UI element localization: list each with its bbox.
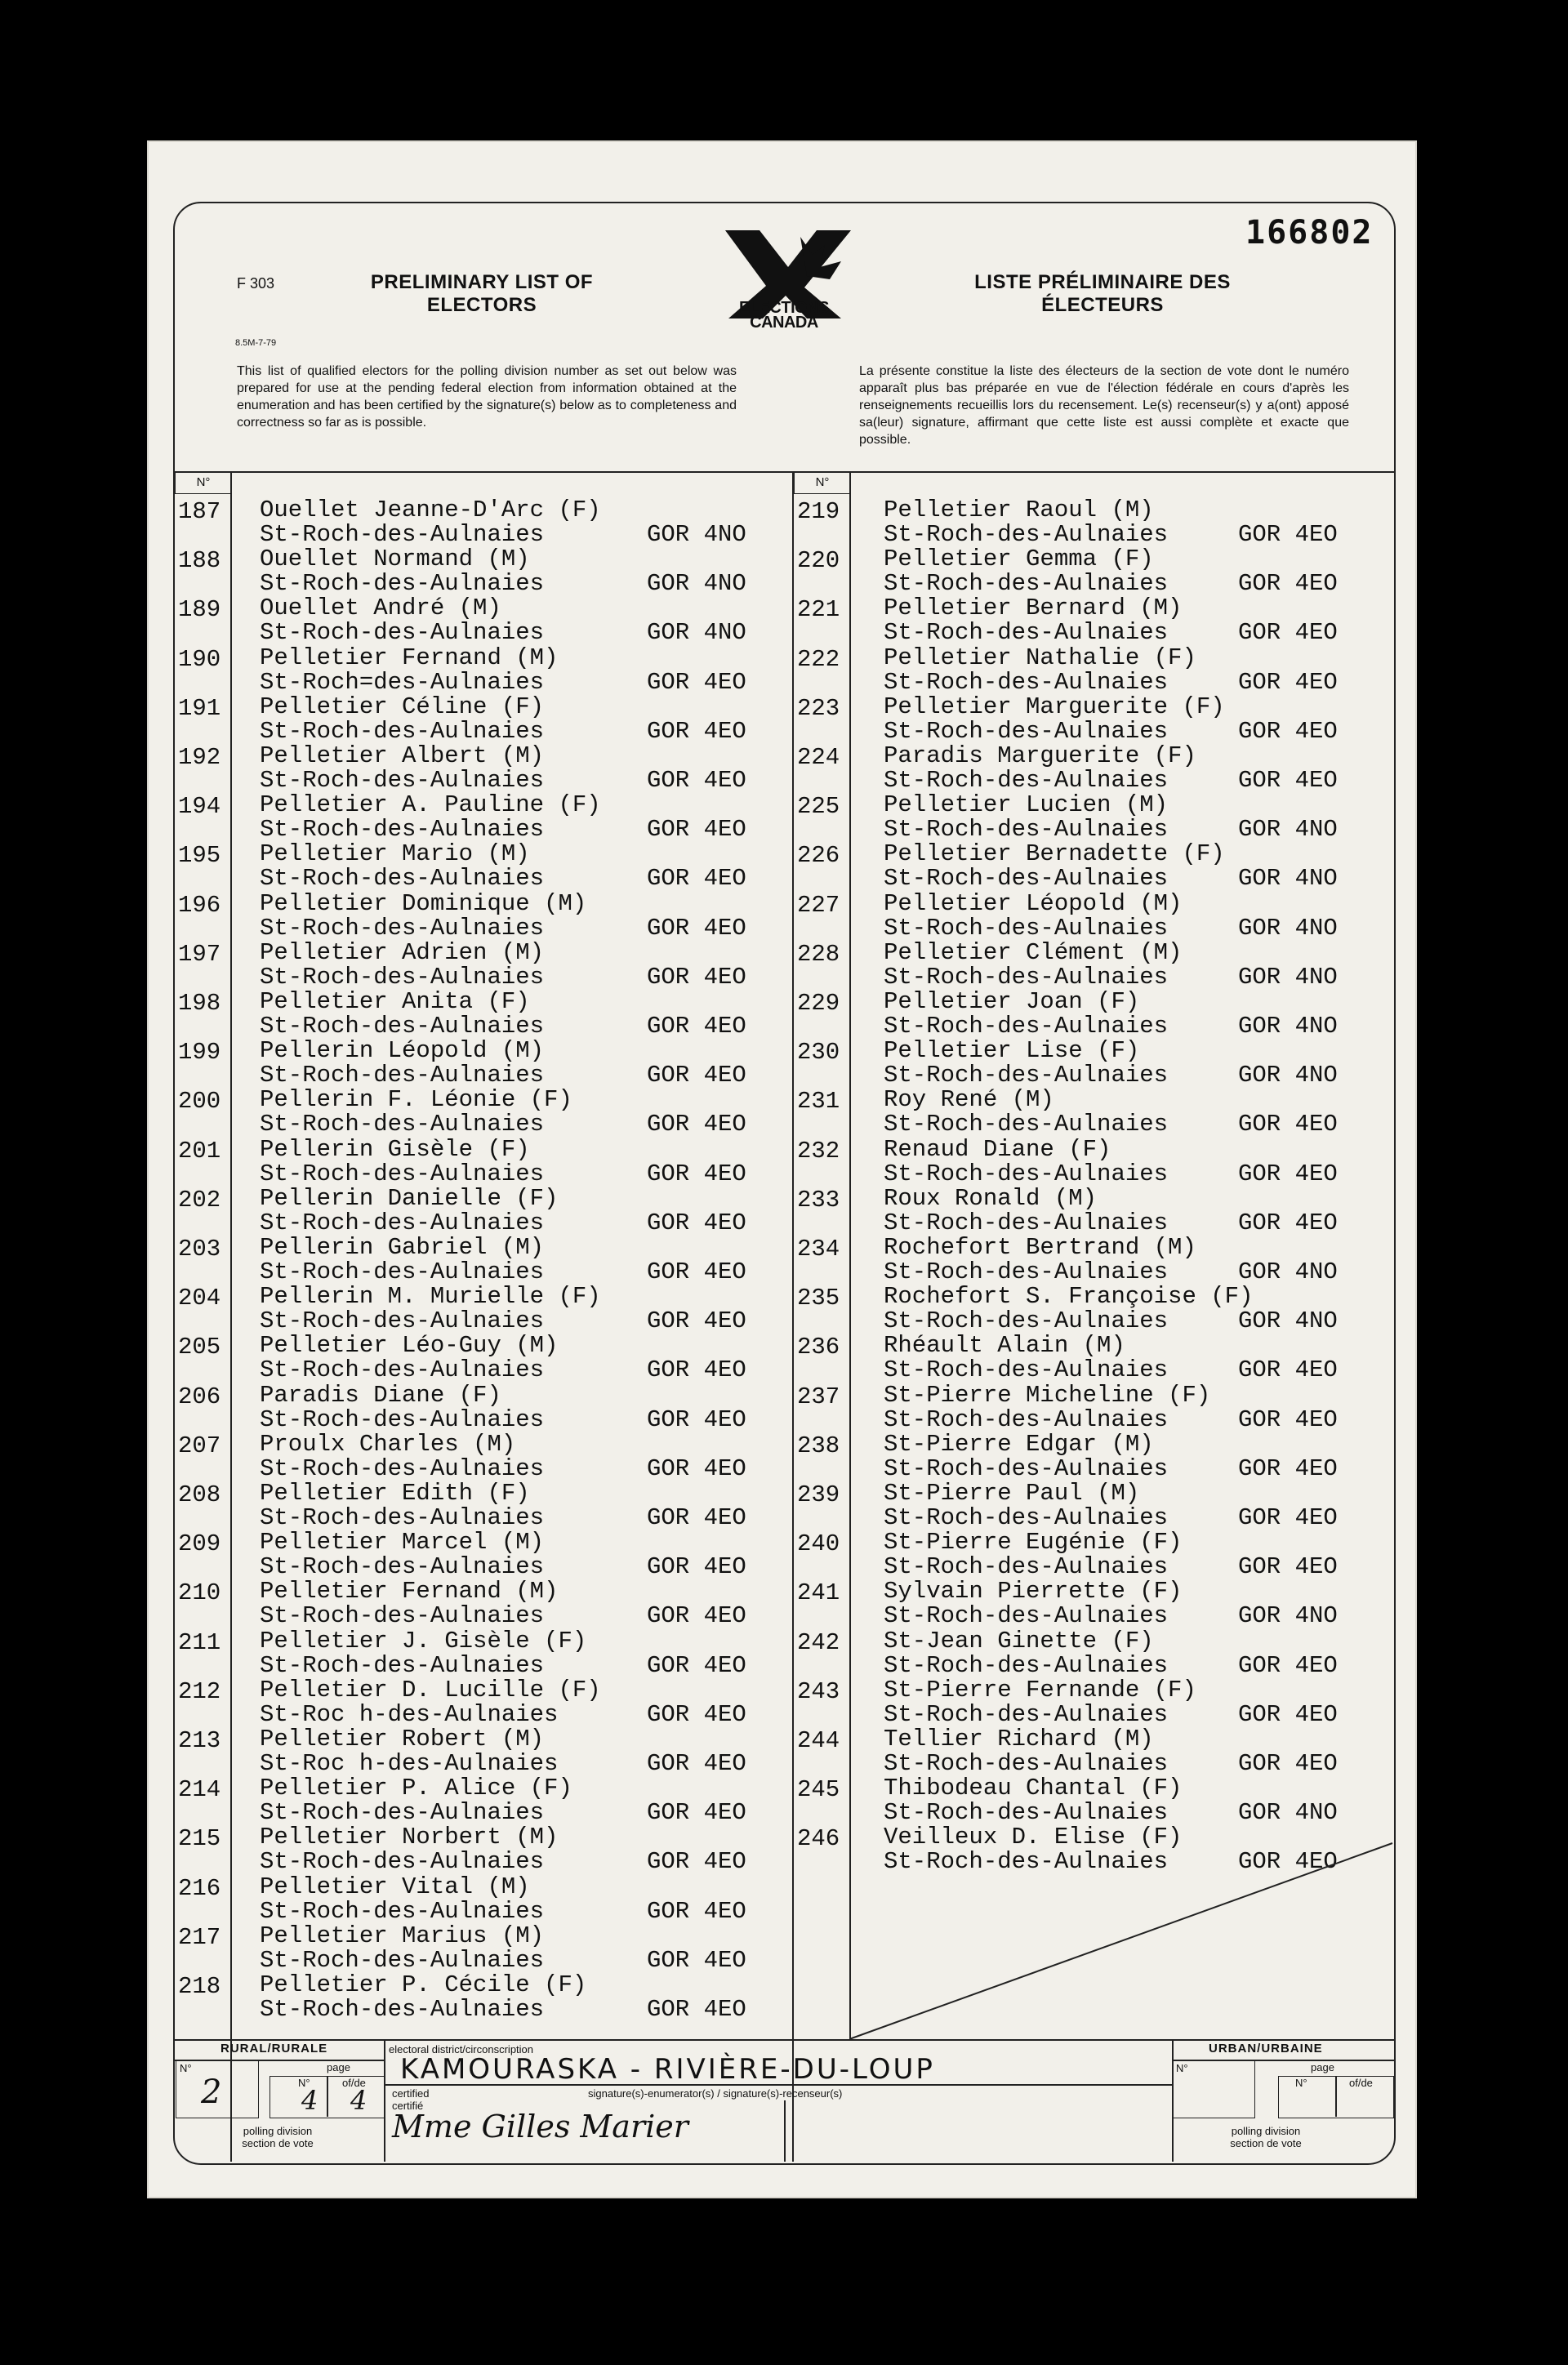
elector-address: St-Roch-des-Aulnaies — [260, 914, 545, 942]
intro-fr: La présente constitue la liste des électeurs de la section de vote dont le numéro apparaît plus bas préparée en vue de l'élection fédérale en cours d'après les renseignements recueillis lors du recensement. Le(s) recenseur(s) y a(ont) apposé sa(leur) signature, affirmant que cette liste est aussi complète et exacte que possible. — [859, 364, 1349, 447]
elector-name: Pelletier Adrien (M) — [260, 938, 545, 966]
elector-number: 228 — [797, 940, 840, 968]
serial-number: 166802 — [1245, 214, 1374, 252]
elector-name: Pelletier Léopold (M) — [884, 889, 1183, 917]
elector-number: 203 — [178, 1236, 221, 1263]
elector-name: Pelletier Joan (F) — [884, 988, 1140, 1015]
elector-name: Pellerin Gisèle (F) — [260, 1135, 530, 1163]
elector-address: St-Roch-des-Aulnaies — [260, 1602, 545, 1630]
elector-address: St-Roch-des-Aulnaies — [260, 1848, 545, 1876]
elector-address: St-Roch-des-Aulnaies — [884, 521, 1169, 548]
elector-name: Pelletier Mario (M) — [260, 840, 530, 868]
elector-name: Pelletier Norbert (M) — [260, 1824, 559, 1851]
elector-number: 189 — [178, 596, 221, 624]
elector-number: 207 — [178, 1432, 221, 1459]
elector-number: 240 — [797, 1530, 840, 1558]
elector-address: St-Roch-des-Aulnaies — [260, 1307, 545, 1335]
elector-address: St-Roch-des-Aulnaies — [884, 1111, 1169, 1138]
elector-postal-code: GOR 4EO — [647, 1750, 746, 1777]
elector-number: 230 — [797, 1039, 840, 1067]
elector-address: St-Roch-des-Aulnaies — [260, 1454, 545, 1482]
urban-polling-label-en: polling division — [1231, 2125, 1301, 2137]
center-divider — [792, 471, 794, 2162]
elector-name: Pelletier J. Gisèle (F) — [260, 1627, 587, 1655]
urban-polling-label-fr: section de vote — [1230, 2137, 1302, 2149]
elector-name: Pellerin Danielle (F) — [260, 1184, 559, 1212]
elector-address: St-Roch-des-Aulnaies — [260, 1996, 545, 2023]
elector-name: Pelletier D. Lucille (F) — [260, 1676, 601, 1704]
elector-address: St-Roch-des-Aulnaies — [884, 1848, 1169, 1876]
elector-postal-code: GOR 4EO — [647, 1356, 746, 1384]
elector-name: St-Pierre Eugénie (F) — [884, 1529, 1183, 1557]
elector-number: 196 — [178, 891, 221, 919]
elector-address: St-Roch=des-Aulnaies — [260, 668, 545, 696]
elector-number: 239 — [797, 1481, 840, 1508]
elector-number: 204 — [178, 1285, 221, 1312]
title-en-line-2: ELECTORS — [426, 294, 537, 316]
elector-name: Pelletier Marius (M) — [260, 1922, 545, 1949]
elector-number: 219 — [797, 498, 840, 525]
elector-postal-code: GOR 4EO — [1238, 668, 1338, 696]
enumerator-signature: Mme Gilles Marier — [392, 2109, 688, 2145]
elector-address: St-Roch-des-Aulnaies — [260, 570, 545, 598]
elector-name: Pelletier Céline (F) — [260, 693, 545, 720]
elector-postal-code: GOR 4EO — [1238, 1160, 1338, 1187]
elector-address: St-Roch-des-Aulnaies — [884, 1405, 1169, 1433]
elector-address: St-Roch-des-Aulnaies — [260, 1799, 545, 1827]
urban-polling-box — [1172, 2060, 1255, 2118]
district-rule — [385, 2084, 1172, 2086]
elector-name: Paradis Marguerite (F) — [884, 742, 1196, 769]
elector-number: 198 — [178, 990, 221, 1017]
elector-postal-code: GOR 4EO — [647, 816, 746, 844]
elector-postal-code: GOR 4EO — [647, 767, 746, 794]
urban-page-split — [1335, 2076, 1337, 2117]
elector-name: Pelletier Clément (M) — [884, 938, 1183, 966]
elector-address: St-Roch-des-Aulnaies — [884, 1602, 1169, 1630]
elector-name: Pelletier A. Pauline (F) — [260, 791, 601, 819]
rural-polling-label-en: polling division — [243, 2125, 313, 2137]
elector-number: 208 — [178, 1481, 221, 1508]
elector-number: 212 — [178, 1677, 221, 1705]
elector-postal-code: GOR 4EO — [1238, 521, 1338, 548]
polling-no-label: N° — [180, 2062, 192, 2074]
elector-number: 243 — [797, 1677, 840, 1705]
elector-number: 195 — [178, 842, 221, 870]
elector-address: St-Roch-des-Aulnaies — [260, 521, 545, 548]
elector-address: St-Roch-des-Aulnaies — [260, 865, 545, 893]
elector-address: St-Roch-des-Aulnaies — [260, 1209, 545, 1236]
district-label: electoral district/circonscription — [389, 2043, 534, 2055]
elector-address: St-Roch-des-Aulnaies — [260, 767, 545, 794]
elector-postal-code: GOR 4EO — [1238, 619, 1338, 647]
signature-label: signature(s)-enumerator(s) / signature(s)-recenseur(s) — [588, 2087, 843, 2100]
elector-number: 200 — [178, 1088, 221, 1116]
elector-address: St-Roch-des-Aulnaies — [260, 1062, 545, 1089]
elector-postal-code: GOR 4NO — [647, 521, 746, 548]
table-top-rule — [173, 471, 1394, 473]
elector-number: 234 — [797, 1236, 840, 1263]
rural-polling-label — [220, 2125, 335, 2149]
elector-postal-code: GOR 4EO — [1238, 1553, 1338, 1581]
elector-number: 202 — [178, 1186, 221, 1214]
certified-label-fr: certifié — [392, 2100, 424, 2112]
elector-postal-code: GOR 4EO — [1238, 1356, 1338, 1384]
elector-postal-code: GOR 4NO — [647, 619, 746, 647]
elections-canada-logo — [710, 222, 858, 345]
elector-address: St-Roch-des-Aulnaies — [260, 1258, 545, 1285]
elector-postal-code: GOR 4EO — [647, 1307, 746, 1335]
elector-address: St-Roch-des-Aulnaies — [260, 1946, 545, 1974]
elector-number: 190 — [178, 645, 221, 673]
elector-number: 229 — [797, 990, 840, 1017]
urban-polling-label — [1209, 2125, 1323, 2149]
page-box-split — [327, 2076, 328, 2117]
elector-name: Roy René (M) — [884, 1086, 1054, 1114]
elector-address: St-Roch-des-Aulnaies — [884, 570, 1169, 598]
rural-page-label: page — [327, 2061, 350, 2073]
elector-name: Sylvain Pierrette (F) — [884, 1578, 1183, 1606]
elector-postal-code: GOR 4NO — [1238, 1307, 1338, 1335]
elector-address: St-Roch-des-Aulnaies — [260, 1651, 545, 1679]
elector-address: St-Roch-des-Aulnaies — [260, 1405, 545, 1433]
elector-address: St-Roc h-des-Aulnaies — [260, 1700, 559, 1728]
elector-address: St-Roch-des-Aulnaies — [260, 816, 545, 844]
elector-number: 215 — [178, 1825, 221, 1853]
elector-address: St-Roch-des-Aulnaies — [260, 1897, 545, 1925]
elector-number: 221 — [797, 596, 840, 624]
elector-postal-code: GOR 4EO — [1238, 1750, 1338, 1777]
elector-postal-code: GOR 4EO — [647, 1258, 746, 1285]
elector-number: 224 — [797, 744, 840, 771]
polling-division-value: 2 — [201, 2073, 222, 2111]
elector-address: St-Roch-des-Aulnaies — [884, 1700, 1169, 1728]
elector-postal-code: GOR 4NO — [647, 570, 746, 598]
signature-divider — [784, 2100, 786, 2162]
elector-address: St-Roch-des-Aulnaies — [260, 1013, 545, 1040]
elector-name: Pellerin Léopold (M) — [260, 1037, 545, 1065]
elector-postal-code: GOR 4EO — [647, 963, 746, 991]
elector-postal-code: GOR 4EO — [647, 1454, 746, 1482]
page-of-value: 4 — [350, 2085, 368, 2116]
elector-name: Pelletier Raoul (M) — [884, 497, 1154, 523]
elector-postal-code: GOR 4NO — [1238, 1062, 1338, 1089]
elector-number: 220 — [797, 547, 840, 575]
urban-label: URBAN/URBAINE — [1209, 2042, 1323, 2055]
elector-postal-code: GOR 4EO — [647, 1897, 746, 1925]
elector-postal-code: GOR 4EO — [647, 668, 746, 696]
elector-name: Pelletier Marcel (M) — [260, 1529, 545, 1557]
elector-address: St-Roch-des-Aulnaies — [260, 619, 545, 647]
elector-postal-code: GOR 4NO — [1238, 914, 1338, 942]
elector-number: 197 — [178, 940, 221, 968]
elector-postal-code: GOR 4EO — [1238, 1651, 1338, 1679]
elector-name: St-Pierre Fernande (F) — [884, 1676, 1196, 1704]
elector-name: Pelletier Anita (F) — [260, 988, 530, 1015]
elector-number: 222 — [797, 645, 840, 673]
elector-postal-code: GOR 4EO — [647, 1946, 746, 1974]
elector-number: 191 — [178, 694, 221, 722]
elector-postal-code: GOR 4NO — [1238, 865, 1338, 893]
elector-name: Proulx Charles (M) — [260, 1430, 516, 1458]
elector-number: 223 — [797, 694, 840, 722]
elector-name: Paradis Diane (F) — [260, 1381, 501, 1409]
elector-name: St-Pierre Micheline (F) — [884, 1381, 1211, 1409]
elector-name: Pelletier Edith (F) — [260, 1480, 530, 1507]
elector-postal-code: GOR 4EO — [647, 1848, 746, 1876]
elector-address: St-Roch-des-Aulnaies — [884, 668, 1169, 696]
elector-postal-code: GOR 4EO — [1238, 1848, 1338, 1876]
elector-postal-code: GOR 4EO — [647, 1160, 746, 1187]
elector-number: 214 — [178, 1776, 221, 1804]
elector-name: Ouellet André (M) — [260, 595, 501, 622]
page-no-label: N° — [298, 2077, 310, 2089]
title-fr-line-1: LISTE PRÉLIMINAIRE DES — [974, 271, 1231, 293]
elector-number: 226 — [797, 842, 840, 870]
elector-name: Pelletier Bernard (M) — [884, 595, 1183, 622]
elector-number: 241 — [797, 1579, 840, 1607]
elector-name: Pelletier Fernand (M) — [260, 1578, 559, 1606]
elector-address: St-Roch-des-Aulnaies — [884, 1013, 1169, 1040]
elector-number: 206 — [178, 1383, 221, 1410]
elector-address: St-Roch-des-Aulnaies — [884, 1258, 1169, 1285]
elector-address: St-Roch-des-Aulnaies — [884, 717, 1169, 745]
title-fr — [931, 271, 1274, 317]
elector-postal-code: GOR 4NO — [1238, 963, 1338, 991]
elector-name: Pelletier Lucien (M) — [884, 791, 1169, 819]
elector-name: Ouellet Jeanne-D'Arc (F) — [260, 497, 601, 523]
elector-number: 187 — [178, 498, 221, 525]
elector-postal-code: GOR 4EO — [647, 865, 746, 893]
elector-postal-code: GOR 4NO — [1238, 816, 1338, 844]
elector-number: 218 — [178, 1973, 221, 2000]
elector-name: Pelletier Bernadette (F) — [884, 840, 1225, 868]
elector-name: Rhéault Alain (M) — [884, 1332, 1125, 1360]
elector-address: St-Roch-des-Aulnaies — [884, 816, 1169, 844]
elector-number: 217 — [178, 1923, 221, 1951]
elector-name: Pelletier Nathalie (F) — [884, 644, 1196, 671]
elector-postal-code: GOR 4EO — [1238, 717, 1338, 745]
elector-postal-code: GOR 4NO — [1238, 1013, 1338, 1040]
elector-address: St-Roch-des-Aulnaies — [884, 1504, 1169, 1531]
elector-postal-code: GOR 4EO — [1238, 1700, 1338, 1728]
elector-postal-code: GOR 4NO — [1238, 1258, 1338, 1285]
elector-address: St-Roch-des-Aulnaies — [260, 717, 545, 745]
elector-number: 233 — [797, 1186, 840, 1214]
elector-address: St-Roch-des-Aulnaies — [884, 1062, 1169, 1089]
elector-address: St-Roch-des-Aulnaies — [884, 1553, 1169, 1581]
footer-top-rule — [173, 2039, 1394, 2041]
elector-number: 232 — [797, 1137, 840, 1165]
elector-postal-code: GOR 4EO — [647, 1602, 746, 1630]
urban-page-of-label: of/de — [1349, 2077, 1373, 2089]
elector-address: St-Roch-des-Aulnaies — [884, 865, 1169, 893]
elector-address: St-Roch-des-Aulnaies — [884, 1799, 1169, 1827]
elector-name: Pellerin F. Léonie (F) — [260, 1086, 572, 1114]
elector-name: St-Pierre Paul (M) — [884, 1480, 1140, 1507]
elector-address: St-Roch-des-Aulnaies — [884, 619, 1169, 647]
elector-name: Pellerin Gabriel (M) — [260, 1234, 545, 1261]
elector-number: 205 — [178, 1334, 221, 1361]
elector-postal-code: GOR 4EO — [647, 1405, 746, 1433]
elector-name: Renaud Diane (F) — [884, 1135, 1111, 1163]
elector-postal-code: GOR 4EO — [1238, 1405, 1338, 1433]
elector-name: Pelletier Dominique (M) — [260, 889, 587, 917]
elector-name: Roux Ronald (M) — [884, 1184, 1098, 1212]
elector-name: Pelletier P. Alice (F) — [260, 1775, 572, 1802]
elector-address: St-Roch-des-Aulnaies — [260, 1553, 545, 1581]
elector-address: St-Roch-des-Aulnaies — [884, 914, 1169, 942]
elector-name: Pelletier P. Cécile (F) — [260, 1971, 587, 1998]
cancel-line — [849, 1839, 1396, 2043]
elector-address: St-Roch-des-Aulnaies — [260, 1504, 545, 1531]
elector-name: St-Jean Ginette (F) — [884, 1627, 1154, 1655]
elector-number: 235 — [797, 1285, 840, 1312]
elector-address: St-Roch-des-Aulnaies — [260, 1160, 545, 1187]
elector-postal-code: GOR 4EO — [1238, 1454, 1338, 1482]
elector-number: 237 — [797, 1383, 840, 1410]
elector-postal-code: GOR 4EO — [1238, 767, 1338, 794]
elector-name: Pelletier Gemma (F) — [884, 546, 1154, 573]
elector-postal-code: GOR 4EO — [1238, 570, 1338, 598]
elector-name: Pelletier Robert (M) — [260, 1726, 545, 1753]
elector-address: St-Roch-des-Aulnaies — [884, 1750, 1169, 1777]
elector-address: St-Roch-des-Aulnaies — [884, 1356, 1169, 1384]
elector-postal-code: GOR 4NO — [1238, 1799, 1338, 1827]
elector-number: 244 — [797, 1727, 840, 1754]
elector-name: Pelletier Albert (M) — [260, 742, 545, 769]
elector-postal-code: GOR 4EO — [647, 1209, 746, 1236]
elector-name: Pelletier Fernand (M) — [260, 644, 559, 671]
rural-polling-label-fr: section de vote — [242, 2137, 314, 2149]
urban-no-label: N° — [1176, 2062, 1188, 2074]
elector-address: St-Roch-des-Aulnaies — [884, 1454, 1169, 1482]
elector-number: 192 — [178, 744, 221, 771]
elector-address: St-Roch-des-Aulnaies — [884, 767, 1169, 794]
elector-postal-code: GOR 4EO — [647, 1062, 746, 1089]
elector-postal-code: GOR 4NO — [1238, 1602, 1338, 1630]
elector-name: Pelletier Léo-Guy (M) — [260, 1332, 559, 1360]
elector-postal-code: GOR 4EO — [647, 1700, 746, 1728]
elector-address: St-Roch-des-Aulnaies — [260, 963, 545, 991]
elector-postal-code: GOR 4EO — [647, 1111, 746, 1138]
elector-name: Thibodeau Chantal (F) — [884, 1775, 1183, 1802]
elector-number: 246 — [797, 1825, 840, 1853]
elector-postal-code: GOR 4EO — [647, 1651, 746, 1679]
elector-number: 236 — [797, 1334, 840, 1361]
left-no-header: N° — [175, 471, 232, 494]
elector-number: 210 — [178, 1579, 221, 1607]
elector-postal-code: GOR 4EO — [647, 1504, 746, 1531]
elector-number: 227 — [797, 891, 840, 919]
title-en — [327, 271, 637, 317]
elector-address: St-Roch-des-Aulnaies — [260, 1356, 545, 1384]
elector-number: 188 — [178, 547, 221, 575]
elector-list-sheet — [147, 140, 1417, 2198]
elector-postal-code: GOR 4EO — [647, 1553, 746, 1581]
elector-number: 199 — [178, 1039, 221, 1067]
elector-postal-code: GOR 4EO — [647, 1799, 746, 1827]
intro-en: This list of qualified electors for the polling division number as set out below was prepared for use at the pending federal election from information obtained at the enumeration and has been certified by the signature(s) below as to completeness and correctness so far as is possible. — [237, 364, 737, 430]
elector-name: Rochefort Bertrand (M) — [884, 1234, 1196, 1261]
elector-address: St-Roch-des-Aulnaies — [884, 963, 1169, 991]
district-value: KAMOURASKA - RIVIÈRE-DU-LOUP — [400, 2053, 935, 2086]
title-fr-line-2: ÉLECTEURS — [1041, 294, 1164, 316]
elector-address: St-Roch-des-Aulnaies — [260, 1111, 545, 1138]
right-number-divider — [849, 471, 851, 2039]
elector-number: 238 — [797, 1432, 840, 1459]
elector-number: 245 — [797, 1776, 840, 1804]
elector-name: Pellerin M. Murielle (F) — [260, 1283, 601, 1311]
elector-address: St-Roch-des-Aulnaies — [884, 1160, 1169, 1187]
right-no-header: N° — [794, 471, 851, 494]
elector-name: Ouellet Normand (M) — [260, 546, 530, 573]
urban-page-no-label: N° — [1295, 2077, 1307, 2089]
left-number-divider — [230, 471, 232, 2162]
urban-page-label: page — [1311, 2061, 1334, 2073]
elector-postal-code: GOR 4EO — [647, 717, 746, 745]
elector-number: 211 — [178, 1628, 221, 1656]
elector-number: 225 — [797, 793, 840, 821]
elector-number: 213 — [178, 1727, 221, 1754]
elector-name: Tellier Richard (M) — [884, 1726, 1154, 1753]
elector-name: Pelletier Lise (F) — [884, 1037, 1140, 1065]
page-of-label: of/de — [342, 2077, 366, 2089]
elector-number: 216 — [178, 1874, 221, 1902]
elector-number: 231 — [797, 1088, 840, 1116]
print-code: 8.5M-7-79 — [235, 338, 277, 348]
elector-number: 201 — [178, 1137, 221, 1165]
elector-postal-code: GOR 4EO — [1238, 1209, 1338, 1236]
elector-name: Pelletier Marguerite (F) — [884, 693, 1225, 720]
page-no-value: 4 — [301, 2085, 318, 2116]
title-en-line-1: PRELIMINARY LIST OF — [370, 271, 594, 293]
elector-address: St-Roch-des-Aulnaies — [884, 1651, 1169, 1679]
certified-label-en: certified — [392, 2087, 430, 2100]
rural-label: RURAL/RURALE — [220, 2042, 328, 2055]
elector-name: Pelletier Vital (M) — [260, 1873, 530, 1900]
elector-postal-code: GOR 4EO — [647, 914, 746, 942]
elector-address: St-Roch-des-Aulnaies — [884, 1209, 1169, 1236]
elector-name: Veilleux D. Elise (F) — [884, 1824, 1183, 1851]
elector-name: Rochefort S. Françoise (F) — [884, 1283, 1254, 1311]
elector-postal-code: GOR 4EO — [1238, 1504, 1338, 1531]
elector-address: St-Roc h-des-Aulnaies — [260, 1750, 559, 1777]
logo-text-line-1: ELECTIONS — [739, 299, 829, 317]
elector-number: 242 — [797, 1628, 840, 1656]
elector-postal-code: GOR 4EO — [1238, 1111, 1338, 1138]
elector-address: St-Roch-des-Aulnaies — [884, 1307, 1169, 1335]
elector-name: St-Pierre Edgar (M) — [884, 1430, 1154, 1458]
form-code: F 303 — [237, 275, 275, 292]
polling-division-box — [176, 2060, 259, 2118]
elector-number: 194 — [178, 793, 221, 821]
logo-text-line-2: CANADA — [750, 314, 818, 332]
elector-postal-code: GOR 4EO — [647, 1996, 746, 2023]
elector-number: 209 — [178, 1530, 221, 1558]
elector-postal-code: GOR 4EO — [647, 1013, 746, 1040]
